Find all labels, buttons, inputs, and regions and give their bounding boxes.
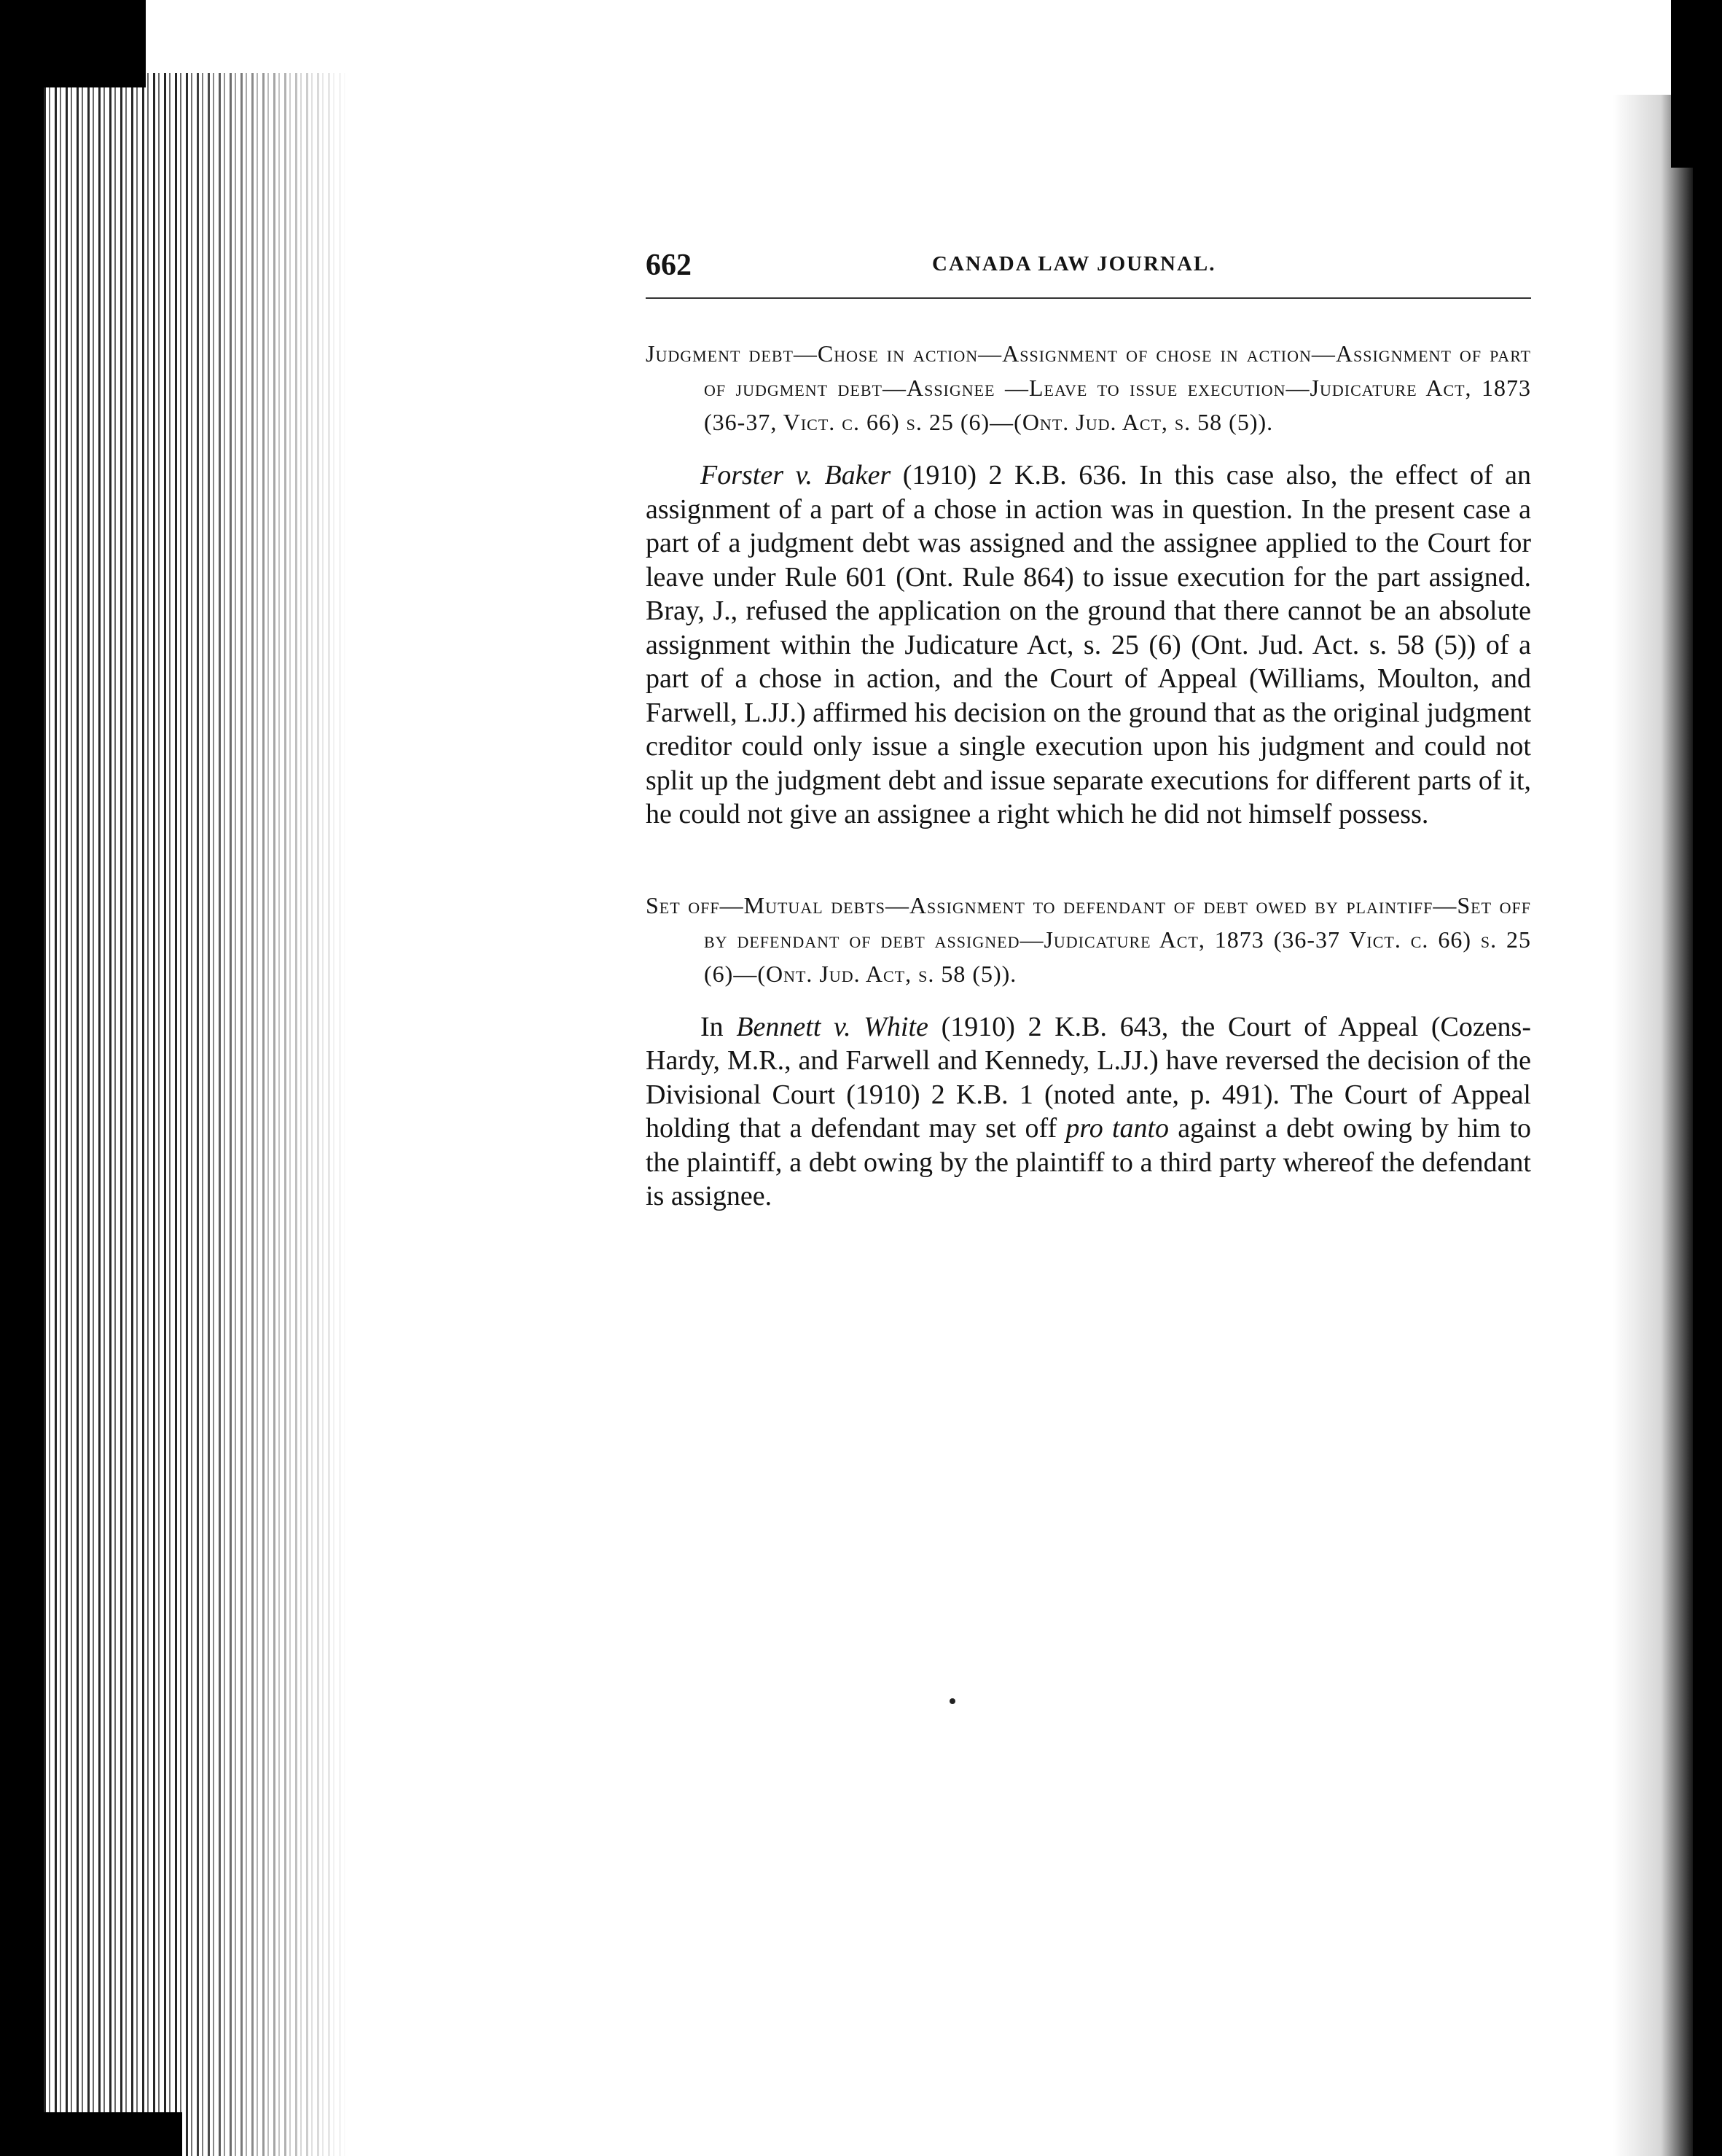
case1-body: (1910) 2 K.B. 636. In this case also, the effect of an assignment of a part of a chose in action was in question. In the present case a part of a judgment debt was assigned and the assignee applied to the Court for leave under Rule 601 (Ont. Rule 864) to issue execution for the part assigned. Bray, J., refused the application on the ground that there cannot be an absolute assignment within the Judicature Act, s. 25 (6) (Ont. Jud. Act. s. 58 (5)) of a part of a chose in action, and the Court of Appeal (Williams, Moulton, and Farwell, L.JJ.) affirmed his decision on the ground that as the original judgment creditor could only issue a single execution upon his judgment and could not split up the judgment debt and issue separate executions for different parts of it, he could not give an assignee a right which he did not himself possess. [646, 460, 1531, 829]
header-rule [646, 297, 1531, 299]
scan-border-left [0, 0, 44, 2156]
case2-headnote: Set off—Mutual debts—Assignment to defendant of debt owed by plaintiff—Set off by defendant of debt assigned—Judicature Act, 1873 (36-37 Vict. c. 66) s. 25 (6)—(Ont. Jud. Act, s. 58 (5)). [646, 891, 1531, 987]
case1-paragraph [646, 458, 1531, 832]
scan-corner-bottom-left [0, 2112, 182, 2156]
running-head [646, 248, 1531, 299]
page-binding-shadow [44, 73, 350, 2156]
journal-title: CANADA LAW JOURNAL. [932, 252, 1216, 276]
page-edge-shadow [1613, 95, 1693, 2156]
case2-paragraph [646, 1010, 1531, 1214]
scan-border-right [1693, 0, 1722, 2156]
case1-headnote: Judgment debt—Chose in action—Assignment of chose in action—Assignment of part of judgment debt—Assignee —Leave to issue execution—Judicature Act, 1873 (36-37, Vict. c. 66) s. 25 (6)—(Ont. Jud. Act, s. 58 (5)). [646, 340, 1531, 435]
text-column [646, 248, 1531, 1214]
page-number: 662 [646, 249, 692, 282]
case2-latin-phrase: pro tanto [1065, 1113, 1170, 1144]
scan-corner-top-left [0, 0, 146, 87]
scan-corner-top-right [1671, 0, 1722, 168]
case2-body-b: against a debt owing by him to the plaintiff, a debt owing by the plaintiff to a third party whereof the defendant is assignee. [646, 1113, 1531, 1211]
ink-speck [950, 1698, 955, 1704]
case2-case-name: Bennett v. White [736, 1011, 928, 1042]
case2-body-a: (1910) 2 K.B. 643, the Court of Appeal (Cozens-Hardy, M.R., and Farwell and Kennedy, L.JJ.) have reversed the decision of the Divisional Court (1910) 2 K.B. 1 (noted ante, p. 491). The Court of Appeal holding that a defendant may set off [646, 1011, 1531, 1144]
case2-lead: In [700, 1011, 737, 1042]
case1-case-name: Forster v. Baker [700, 460, 891, 491]
